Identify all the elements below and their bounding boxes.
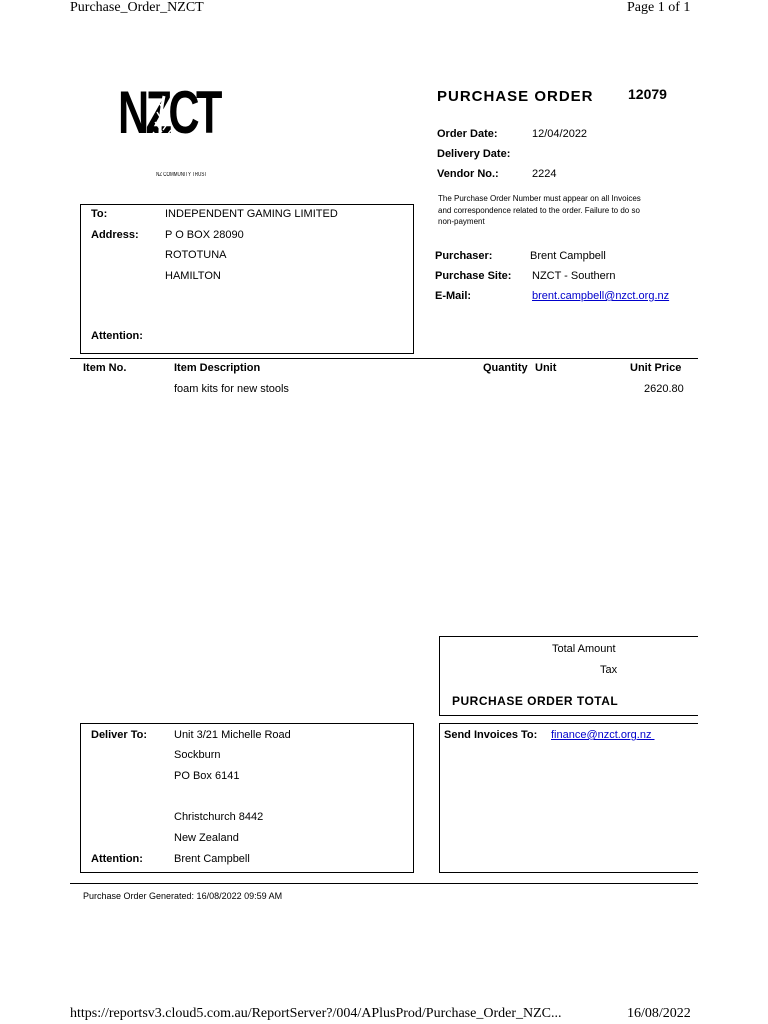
logo-tagline: NZ COMMUNITY TRUST <box>156 172 208 178</box>
delivery-date-label: Delivery Date: <box>437 148 511 160</box>
tax-label: Tax <box>600 664 618 676</box>
deliver-to-box <box>80 723 414 873</box>
order-date-value: 12/04/2022 <box>532 128 588 140</box>
po-notice-line-3: non-payment <box>438 217 485 226</box>
po-notice-line-2: and correspondence related to the order. Failure to do so <box>438 206 640 215</box>
deliver-line: Sockburn <box>174 749 221 761</box>
deliver-attention-value: Brent Campbell <box>174 853 250 865</box>
po-number: 12079 <box>628 86 667 102</box>
order-date-label: Order Date: <box>437 128 498 140</box>
attention-label: Attention: <box>91 330 143 342</box>
deliver-line: PO Box 6141 <box>174 770 240 782</box>
invoices-email-link[interactable]: finance@nzct.org.nz <box>551 729 655 741</box>
to-value: INDEPENDENT GAMING LIMITED <box>165 208 338 220</box>
footer-divider <box>70 883 698 884</box>
purchase-site-value: NZCT - Southern <box>532 270 616 282</box>
print-header-page: Page 1 of 1 <box>627 0 691 15</box>
deliver-line: Unit 3/21 Michelle Road <box>174 729 291 741</box>
purchaser-label: Purchaser: <box>435 250 493 262</box>
vendor-no-label: Vendor No.: <box>437 168 499 180</box>
po-notice-line-1: The Purchase Order Number must appear on all Invoices <box>438 194 641 203</box>
address-label: Address: <box>91 229 139 241</box>
deliver-to-label: Deliver To: <box>91 729 148 741</box>
print-footer-url: https://reportsv3.cloud5.com.au/ReportServer?/004/APlusProd/Purchase_Order_NZC... <box>70 1006 562 1021</box>
po-total-label: PURCHASE ORDER TOTAL <box>452 694 619 708</box>
col-header-unit: Unit <box>535 362 557 374</box>
po-title: PURCHASE ORDER <box>437 88 594 105</box>
row-description: foam kits for new stools <box>174 383 289 395</box>
send-invoices-label: Send Invoices To: <box>444 729 538 741</box>
logo-text: NZCT <box>118 79 219 146</box>
deliver-line: Christchurch 8442 <box>174 811 264 823</box>
items-top-divider <box>70 358 698 359</box>
total-amount-label: Total Amount <box>552 643 616 655</box>
purchaser-value: Brent Campbell <box>530 250 606 262</box>
col-header-item-no: Item No. <box>83 362 127 374</box>
vendor-no-value: 2224 <box>532 168 557 180</box>
email-label: E-Mail: <box>435 290 472 302</box>
fern-icon <box>148 92 176 172</box>
deliver-attention-label: Attention: <box>91 853 143 865</box>
col-header-quantity: Quantity <box>483 362 528 374</box>
address-line: ROTOTUNA <box>165 249 227 261</box>
purchase-site-label: Purchase Site: <box>435 270 512 282</box>
print-footer-date: 16/08/2022 <box>627 1006 691 1021</box>
print-header-title: Purchase_Order_NZCT <box>70 0 204 15</box>
col-header-description: Item Description <box>174 362 261 374</box>
purchaser-email-link[interactable]: brent.campbell@nzct.org.nz <box>532 290 670 302</box>
address-line: P O BOX 28090 <box>165 229 244 241</box>
send-invoices-box <box>439 723 698 873</box>
col-header-unit-price: Unit Price <box>630 362 682 374</box>
po-generated-text: Purchase Order Generated: 16/08/2022 09:59 AM <box>83 891 283 901</box>
address-line: HAMILTON <box>165 270 221 282</box>
deliver-line: New Zealand <box>174 832 239 844</box>
row-unit-price: 2620.80 <box>644 383 684 395</box>
to-label: To: <box>91 208 108 220</box>
nzct-logo <box>118 80 228 185</box>
